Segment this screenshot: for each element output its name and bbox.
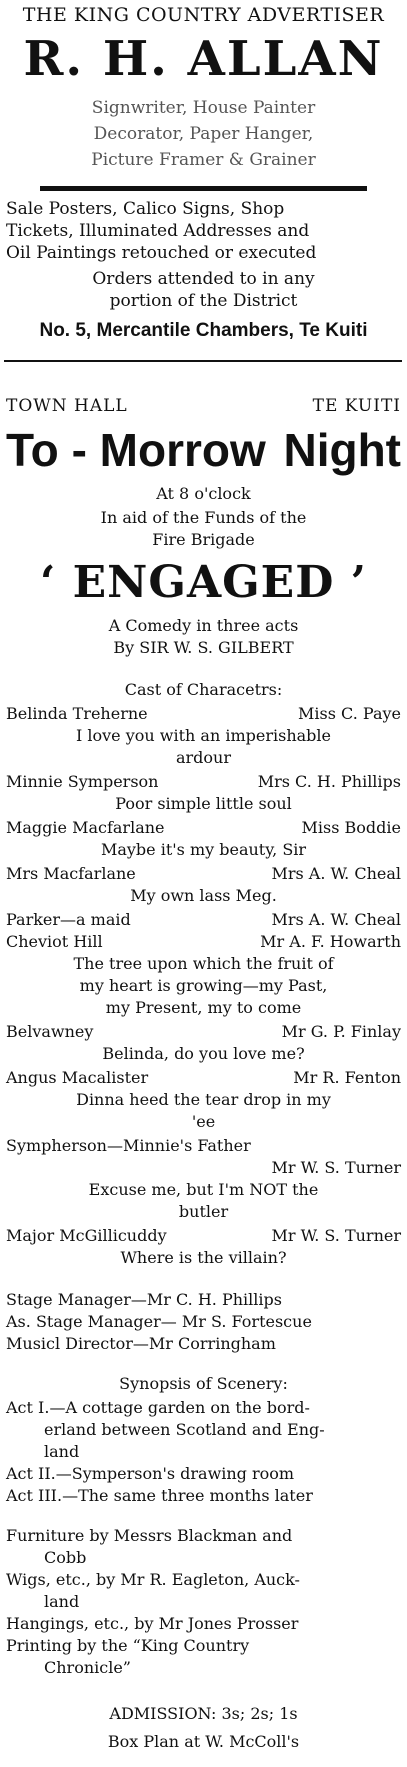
headline-row <box>0 422 407 478</box>
quote: I love you with an imperishable <box>75 726 332 745</box>
cast-row-8 <box>0 1068 407 1088</box>
actor: Mr A. F. Howarth <box>260 932 401 951</box>
role: Major McGillicuddy <box>6 1226 167 1245</box>
cast-row-9-actor: Mr W. S. Turner <box>271 1158 401 1177</box>
credit-line: Hangings, etc., by Mr Jones Prosser <box>6 1614 299 1633</box>
actor: Mr G. P. Finlay <box>281 1022 401 1041</box>
quote: 'ee <box>191 1112 216 1131</box>
cast-row-9: Sympherson—Minnie's Father <box>6 1136 251 1155</box>
staff-line-1: Stage Manager—Mr C. H. Phillips <box>6 1290 282 1309</box>
aid-line-2: Fire Brigade <box>152 530 255 549</box>
venue-left: TOWN HALL <box>6 396 128 416</box>
staff-line-2: As. Stage Manager— Mr S. Fortescue <box>6 1312 312 1331</box>
credit-line: Chronicle” <box>44 1658 131 1677</box>
orders-line-1: Orders attended to in any <box>92 269 315 289</box>
role: Angus Macalister <box>6 1068 149 1087</box>
venue-row <box>0 394 407 418</box>
aid-line-1: In aid of the Funds of the <box>100 508 307 527</box>
actor: Mrs C. H. Phillips <box>257 772 401 791</box>
synopsis-line: land <box>44 1442 80 1461</box>
actor: Mrs A. W. Cheal <box>271 910 401 929</box>
quote: my Present, my to come <box>105 998 302 1017</box>
masthead: THE KING COUNTRY ADVERTISER <box>22 4 385 26</box>
cast-row-3 <box>0 818 407 838</box>
subtitle-1: A Comedy in three acts <box>108 616 299 635</box>
quote: butler <box>178 1202 229 1221</box>
box-plan: Box Plan at W. McColl's <box>107 1732 300 1751</box>
services-line-2: Tickets, Illuminated Addresses and <box>6 221 310 241</box>
quote: Excuse me, but I'm NOT the <box>88 1180 319 1199</box>
cast-row-2 <box>0 772 407 792</box>
cast-row-6 <box>0 932 407 952</box>
time: At 8 o'clock <box>156 484 251 503</box>
cast-row-7 <box>0 1022 407 1042</box>
quote: My own lass Meg. <box>130 886 277 905</box>
role: Belinda Treherne <box>6 704 148 723</box>
role: Cheviot Hill <box>6 932 103 951</box>
cast-row-10 <box>0 1226 407 1246</box>
admission: ADMISSION: 3s; 2s; 1s <box>109 1704 298 1723</box>
synopsis-line: Act II.—Symperson's drawing room <box>6 1464 295 1483</box>
synopsis-heading: Synopsis of Scenery: <box>119 1374 288 1393</box>
thick-rule <box>40 186 367 191</box>
actor: Miss C. Paye <box>298 704 401 723</box>
section-divider <box>4 360 402 362</box>
synopsis-line: Act III.—The same three months later <box>6 1486 313 1505</box>
credit-line: Cobb <box>44 1548 87 1567</box>
credit-line: Furniture by Messrs Blackman and <box>6 1526 293 1545</box>
synopsis-line: erland between Scotland and Eng- <box>44 1420 325 1439</box>
address: No. 5, Mercantile Chambers, Te Kuiti <box>39 320 368 341</box>
synopsis-line: Act I.—A cottage garden on the bord- <box>6 1398 310 1417</box>
credit-line: Printing by the “King Country <box>6 1636 250 1655</box>
trade-line-2: Decorator, Paper Hanger, <box>93 124 314 144</box>
role: Minnie Symperson <box>6 772 159 791</box>
credit-line: Wigs, etc., by Mr R. Eagleton, Auck- <box>6 1570 300 1589</box>
actor: Mr R. Fenton <box>293 1068 401 1087</box>
actor: Mr W. S. Turner <box>271 1226 401 1245</box>
advertiser-name: R. H. ALLAN <box>23 31 384 87</box>
headline-left: To - Morrow <box>6 424 266 476</box>
actor: Miss Boddie <box>301 818 401 837</box>
headline-right: Night <box>283 424 401 476</box>
cast-row-5 <box>0 910 407 930</box>
role: Parker—a maid <box>6 910 131 929</box>
trade-line-3: Picture Framer & Grainer <box>91 150 316 170</box>
quote: The tree upon which the fruit of <box>73 954 334 973</box>
quote: Dinna heed the tear drop in my <box>76 1090 331 1109</box>
quote: Where is the villain? <box>120 1248 287 1267</box>
quote: ardour <box>175 748 231 767</box>
quote: Poor simple little soul <box>115 794 292 813</box>
services-line-1: Sale Posters, Calico Signs, Shop <box>6 199 285 219</box>
credit-line: land <box>44 1592 80 1611</box>
venue-right: TE KUITI <box>312 396 401 416</box>
quote: Maybe it's my beauty, Sir <box>100 840 307 859</box>
quote: Belinda, do you love me? <box>102 1044 305 1063</box>
subtitle-2: By SIR W. S. GILBERT <box>113 638 294 657</box>
cast-row-4 <box>0 864 407 884</box>
role: Maggie Macfarlane <box>6 818 165 837</box>
staff-line-3: Musicl Director—Mr Corringham <box>6 1334 276 1353</box>
actor: Mrs A. W. Cheal <box>271 864 401 883</box>
orders-line-2: portion of the District <box>109 291 298 311</box>
quote: my heart is growing—my Past, <box>79 976 328 995</box>
cast-row-1 <box>0 704 407 724</box>
role: Mrs Macfarlane <box>6 864 136 883</box>
cast-heading: Cast of Characetrs: <box>124 680 283 699</box>
play-title: ‘ ENGAGED ’ <box>39 557 367 608</box>
trade-line-1: Signwriter, House Painter <box>91 98 316 118</box>
services-line-3: Oil Paintings retouched or executed <box>6 243 317 263</box>
role: Belvawney <box>6 1022 94 1041</box>
